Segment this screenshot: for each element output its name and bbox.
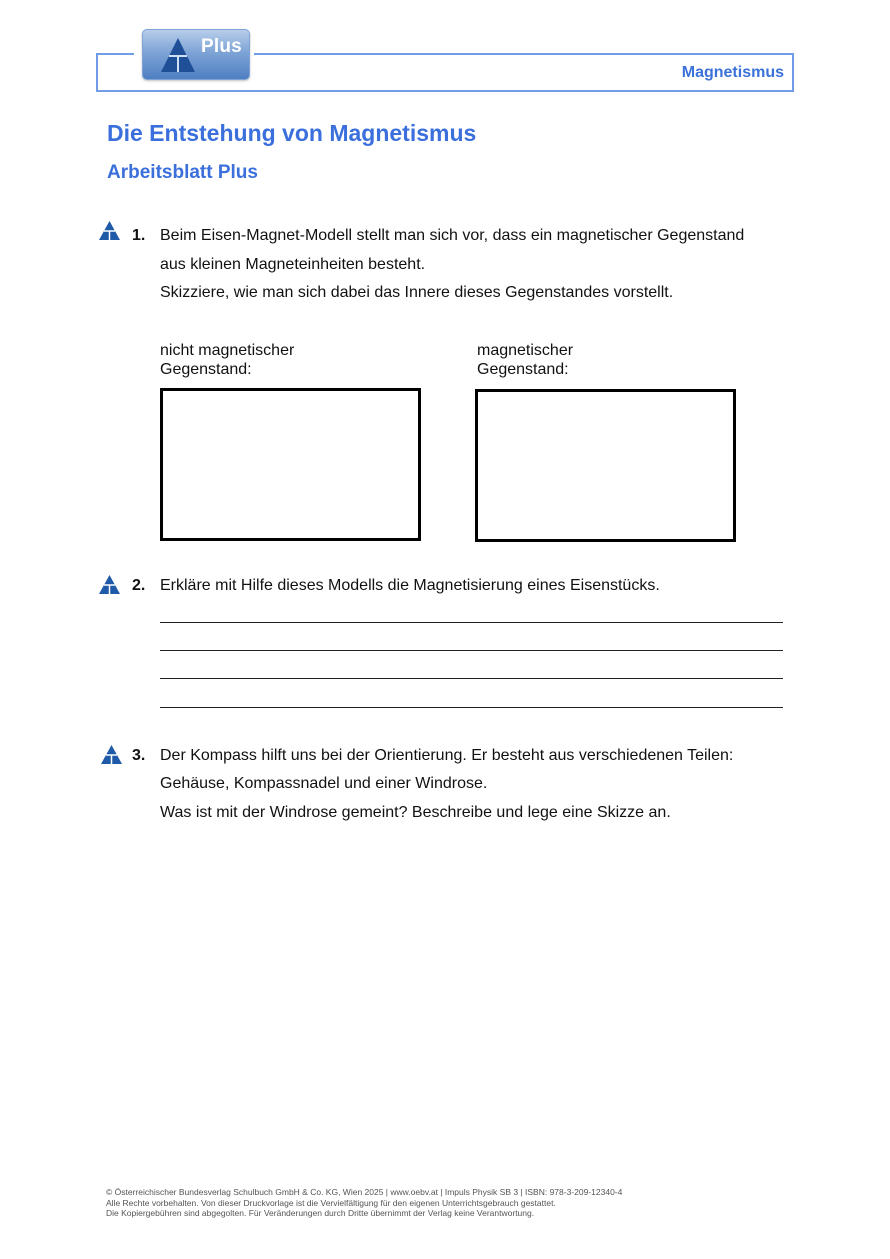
answer-line[interactable] [160, 678, 783, 679]
footer [106, 1187, 622, 1219]
pyramid-logo-icon [159, 36, 197, 74]
box-label-magnetic-line-2: Gegenstand: [477, 361, 569, 378]
box-label-magnetic [477, 341, 573, 379]
task-2-pyramid-icon [99, 575, 120, 594]
task-1-pyramid-icon [99, 221, 120, 240]
answer-line[interactable] [160, 622, 783, 623]
task-1-line-3: Skizziere, wie man sich dabei das Innere dieses Gegenstandes vorstellt. [160, 284, 674, 301]
task-2-number: 2. [132, 577, 146, 594]
footer-rights: Alle Rechte vorbehalten. Von dieser Druckvorlage ist die Vervielfältigung für den eigenen Unterrichtsgebrauch gestattet. [106, 1197, 556, 1208]
plus-logo [142, 29, 250, 80]
footer-copyright: © Österreichischer Bundesverlag Schulbuch GmbH & Co. KG, Wien 2025 | www.oebv.at | Impuls Physik SB 3 | ISBN: 978-3-209-12340-4 [106, 1187, 623, 1197]
task-1-line-2: aus kleinen Magneteinheiten besteht. [160, 256, 426, 273]
section-label: Magnetismus [681, 64, 784, 81]
box-label-magnetic-line-1: magnetischer [477, 342, 574, 359]
task-1-line-1: Beim Eisen-Magnet-Modell stellt man sich vor, dass ein magnetischer Gegenstand [160, 227, 745, 244]
sketch-box-non-magnetic[interactable] [160, 388, 421, 541]
task-1-number: 1. [132, 227, 146, 244]
task-3-line-2: Gehäuse, Kompassnadel und einer Windrose. [160, 775, 488, 792]
task-2-line-1: Erkläre mit Hilfe dieses Modells die Magnetisierung eines Eisenstücks. [160, 577, 660, 594]
page-title: Die Entstehung von Magnetismus [107, 120, 477, 146]
task-3-pyramid-icon [101, 745, 122, 764]
footer-disclaimer: Die Kopiergebühren sind abgegolten. Für Veränderungen durch Dritte übernimmt der Verlag keine Verantwortung. [106, 1208, 535, 1218]
answer-line[interactable] [160, 707, 783, 708]
task-3-number: 3. [132, 747, 146, 764]
task-3-line-3: Was ist mit der Windrose gemeint? Beschreibe und lege eine Skizze an. [160, 804, 671, 821]
answer-line[interactable] [160, 650, 783, 651]
page-subtitle: Arbeitsblatt Plus [107, 162, 258, 183]
box-label-non-magnetic-line-2: Gegenstand: [160, 361, 252, 378]
logo-text: Plus [201, 36, 242, 57]
box-label-non-magnetic [160, 341, 294, 379]
task-3-line-1: Der Kompass hilft uns bei der Orientierung. Er besteht aus verschiedenen Teilen: [160, 747, 734, 764]
box-label-non-magnetic-line-1: nicht magnetischer [160, 342, 295, 359]
sketch-box-magnetic[interactable] [475, 389, 736, 542]
